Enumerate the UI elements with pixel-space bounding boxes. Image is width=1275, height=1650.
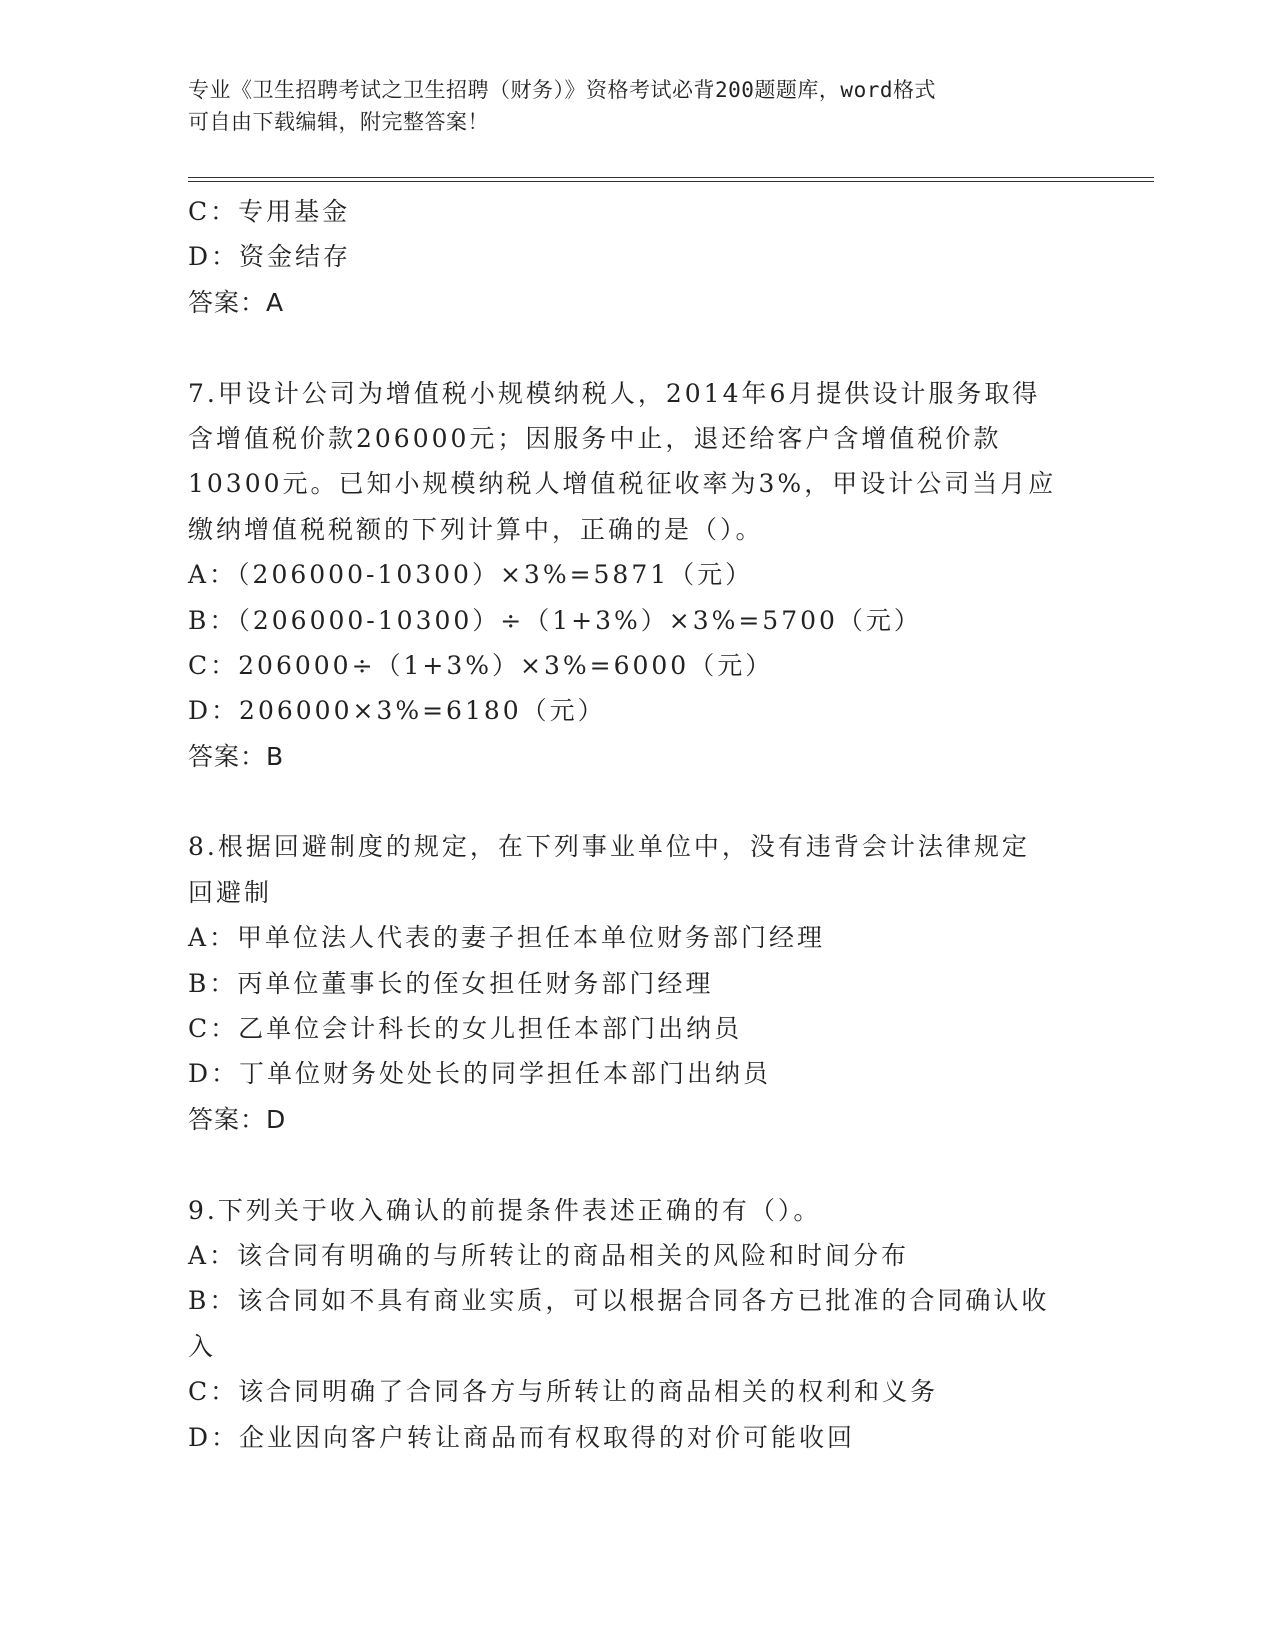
q9-option-a: A：该合同有明确的与所转让的商品相关的风险和时间分布 (188, 1240, 910, 1270)
q6-option-c: C：专用基金 (188, 197, 351, 226)
question-7 (188, 371, 1088, 780)
q8-option-d: D：丁单位财务处处长的同学担任本部门出纳员 (188, 1059, 772, 1089)
question-content (188, 189, 1088, 1460)
q7-stem-line-1: 7.甲设计公司为增值税小规模纳税人，2014年6月提供设计服务取得 (188, 378, 1041, 408)
header-divider-top (188, 177, 1154, 178)
q7-stem-line-4: 缴纳增值税税额的下列计算中，正确的是（）。 (188, 514, 764, 544)
header-title-line-1: 专业《卫生招聘考试之卫生招聘（财务）》资格考试必背200题题库，word格式 (188, 78, 936, 102)
q9-option-d: D：企业因向客户转让商品而有权取得的对价可能收回 (188, 1422, 856, 1452)
q6-option-d: D：资金结存 (188, 242, 352, 272)
question-spacer (188, 779, 1088, 824)
q9-option-b-line-1: B：该合同如不具有商业实质，可以根据合同各方已批准的合同确认收 (188, 1286, 1050, 1316)
q8-option-a: A：甲单位法人代表的妻子担任本单位财务部门经理 (188, 923, 826, 953)
q8-option-b: B：丙单位董事长的侄女担任财务部门经理 (188, 968, 714, 998)
q9-option-c: C：该合同明确了合同各方与所转让的商品相关的权利和义务 (188, 1377, 939, 1407)
q7-stem-line-2: 含增值税价款206000元；因服务中止，退还给客户含增值税价款 (188, 423, 1002, 453)
document-header (188, 74, 1088, 138)
q8-stem-line-2: 回避制 (188, 877, 273, 907)
q9-option-b-line-2: 入 (188, 1331, 217, 1361)
q7-option-c: C：206000÷（1+3%）×3%=6000（元） (188, 650, 774, 680)
question-8 (188, 824, 1088, 1142)
header-divider-bottom (188, 181, 1154, 182)
question-spacer (188, 325, 1088, 370)
question-6-tail (188, 189, 1088, 325)
q7-option-b: B：（206000-10300）÷（1+3%）×3%=5700（元） (188, 605, 922, 635)
q7-answer: 答案：B (188, 741, 285, 771)
q8-answer: 答案：D (188, 1104, 287, 1134)
q6-answer: 答案：A (188, 287, 285, 317)
q7-stem-line-3: 10300元。已知小规模纳税人增值税征收率为3%，甲设计公司当月应 (188, 469, 1057, 499)
header-title-line-2: 可自由下载编辑，附完整答案！ (188, 110, 489, 134)
q7-option-a: A：（206000-10300）×3%=5871（元） (188, 560, 754, 590)
q8-stem-line-1: 8.根据回避制度的规定，在下列事业单位中，没有违背会计法律规定 (188, 832, 1030, 862)
q7-option-d: D：206000×3%=6180（元） (188, 696, 606, 726)
question-spacer (188, 1142, 1088, 1187)
q8-option-c: C：乙单位会计科长的女儿担任本部门出纳员 (188, 1014, 743, 1044)
q9-stem-line-1: 9.下列关于收入确认的前提条件表述正确的有（）。 (188, 1195, 822, 1225)
question-9 (188, 1188, 1088, 1460)
